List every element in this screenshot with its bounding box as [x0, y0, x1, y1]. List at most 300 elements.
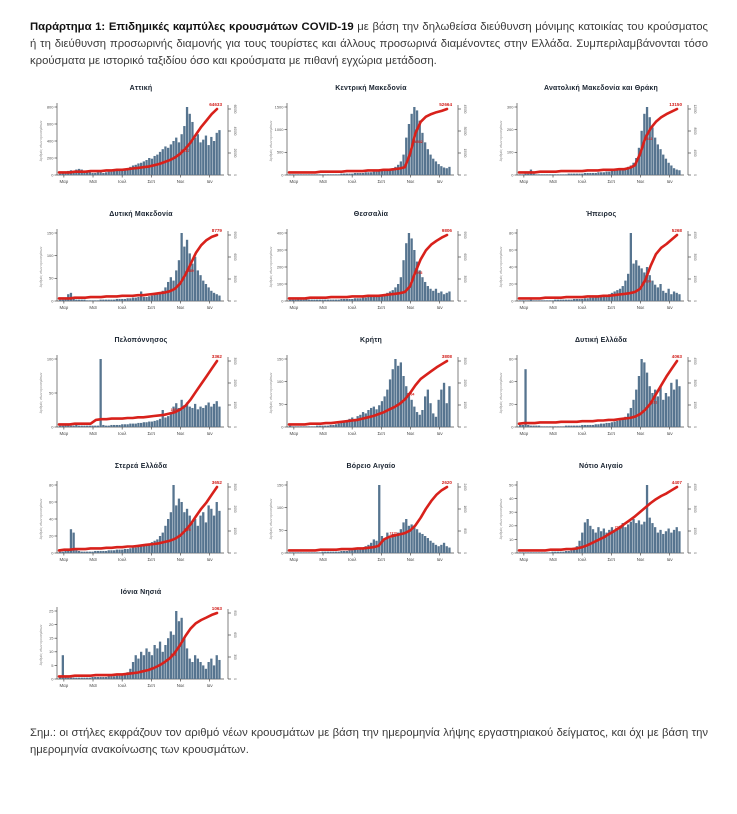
svg-text:8000: 8000	[693, 127, 697, 135]
svg-text:100: 100	[276, 281, 284, 287]
cumulative-mid-label: 32417	[180, 149, 190, 154]
svg-text:Νοε: Νοε	[406, 179, 415, 184]
chart-title: Κρήτη	[359, 337, 383, 344]
svg-text:0: 0	[693, 426, 697, 428]
chart-plot	[35, 598, 247, 698]
cumulative-mid-label: 531	[170, 652, 177, 657]
cumulative-total-label: 3808	[441, 353, 452, 359]
y-axis-title: Αριθμός νέων κρουσμάτων	[39, 498, 43, 540]
svg-text:Νοε: Νοε	[176, 557, 185, 562]
svg-text:Σεπ: Σεπ	[147, 305, 156, 310]
y-axis-title: Αριθμός νέων κρουσμάτων	[269, 120, 273, 162]
x-axis	[517, 553, 684, 562]
chart-plot	[265, 220, 477, 320]
chart-peloponnisos	[26, 336, 256, 462]
daily-cases-bars	[519, 107, 681, 175]
svg-text:3000: 3000	[463, 357, 467, 365]
svg-text:600: 600	[46, 121, 54, 127]
epidemic-curve-chart	[35, 346, 247, 446]
svg-text:Μαρ: Μαρ	[59, 305, 69, 310]
svg-text:0: 0	[463, 174, 467, 176]
svg-text:Σεπ: Σεπ	[607, 179, 616, 184]
svg-text:15000: 15000	[463, 148, 467, 158]
chart-title: Ήπειρος	[585, 211, 617, 218]
y-axis-right	[688, 483, 697, 554]
y-axis-right	[228, 105, 237, 177]
svg-text:15: 15	[49, 635, 54, 641]
chart-title: Κεντρική Μακεδονία	[335, 85, 407, 92]
svg-text:Σεπ: Σεπ	[607, 557, 616, 562]
svg-text:Μαϊ: Μαϊ	[319, 557, 327, 562]
svg-text:20: 20	[509, 281, 514, 287]
svg-text:Νοε: Νοε	[176, 431, 185, 436]
chart-plot	[495, 94, 707, 194]
cumulative-mid-label: 4903	[414, 270, 423, 275]
svg-text:500: 500	[276, 149, 284, 155]
svg-text:0: 0	[51, 298, 54, 304]
svg-text:200: 200	[46, 155, 54, 161]
svg-text:Σεπ: Σεπ	[377, 431, 386, 436]
svg-text:Σεπ: Σεπ	[147, 683, 156, 688]
svg-text:Μαρ: Μαρ	[59, 557, 69, 562]
svg-text:Μαϊ: Μαϊ	[319, 305, 327, 310]
svg-text:80: 80	[49, 482, 54, 488]
svg-text:3000: 3000	[233, 483, 237, 491]
svg-text:Ιαν: Ιαν	[206, 179, 213, 184]
svg-text:Νοε: Νοε	[176, 683, 185, 688]
svg-text:100: 100	[46, 356, 54, 362]
svg-text:Ιουλ: Ιουλ	[118, 431, 127, 436]
svg-text:Νοε: Νοε	[636, 179, 645, 184]
svg-text:200: 200	[276, 264, 284, 270]
svg-text:Μαϊ: Μαϊ	[549, 305, 557, 310]
svg-text:Μαρ: Μαρ	[59, 179, 69, 184]
cumulative-mid-label: 4389	[186, 269, 194, 274]
svg-text:Ιουλ: Ιουλ	[348, 557, 357, 562]
epidemic-curve-chart	[265, 220, 477, 320]
svg-text:0: 0	[233, 426, 237, 428]
svg-text:Μαϊ: Μαϊ	[319, 431, 327, 436]
chart-title: Ανατολική Μακεδονία και Θράκη	[543, 85, 659, 92]
cumulative-total-label: 3652	[211, 479, 222, 485]
svg-text:Νοε: Νοε	[406, 557, 415, 562]
svg-text:9000: 9000	[463, 231, 467, 239]
svg-text:Ιαν: Ιαν	[666, 305, 673, 310]
svg-text:Ιουλ: Ιουλ	[348, 305, 357, 310]
svg-text:Ιουλ: Ιουλ	[118, 683, 127, 688]
chart-plot	[495, 220, 707, 320]
svg-text:10: 10	[49, 649, 54, 655]
x-axis	[57, 175, 224, 184]
y-axis-right	[688, 357, 697, 428]
chart-kriti	[256, 336, 486, 462]
epidemic-curve-chart	[35, 94, 247, 194]
svg-text:40000: 40000	[233, 126, 237, 136]
svg-text:150: 150	[46, 230, 54, 236]
svg-text:1600: 1600	[463, 505, 467, 513]
appendix-heading	[30, 19, 708, 70]
svg-text:20: 20	[49, 533, 54, 539]
y-axis-left	[509, 481, 517, 555]
svg-text:20000: 20000	[233, 148, 237, 158]
appendix-heading-bold: Παράρτημα 1: Επιδημικές καμπύλες κρουσμάτων COVID-19	[30, 21, 354, 34]
y-axis-title: Αριθμός νέων κρουσμάτων	[499, 246, 503, 288]
svg-text:3000: 3000	[693, 379, 697, 387]
svg-text:30: 30	[509, 509, 514, 515]
chart-title: Δυτική Ελλάδα	[574, 337, 628, 344]
cumulative-total-label: 9806	[441, 227, 452, 233]
daily-cases-bars	[519, 485, 681, 553]
y-axis-right	[458, 357, 467, 428]
svg-text:400: 400	[276, 230, 284, 236]
epidemic-curve-chart	[35, 598, 247, 698]
svg-text:0: 0	[233, 552, 237, 554]
svg-text:3000: 3000	[693, 505, 697, 513]
y-axis-left	[277, 481, 287, 555]
svg-text:4000: 4000	[693, 149, 697, 157]
svg-text:Ιαν: Ιαν	[666, 431, 673, 436]
chart-plot	[495, 346, 707, 446]
chart-plot	[265, 346, 477, 446]
daily-cases-bars	[289, 485, 451, 553]
svg-text:Μαϊ: Μαϊ	[549, 557, 557, 562]
svg-text:Μαρ: Μαρ	[519, 557, 529, 562]
svg-text:1500: 1500	[693, 401, 697, 409]
y-axis-left	[49, 481, 57, 555]
svg-text:Ιαν: Ιαν	[666, 179, 673, 184]
svg-text:Ιαν: Ιαν	[436, 557, 443, 562]
svg-text:Μαρ: Μαρ	[289, 431, 299, 436]
cumulative-mid-label: 6613	[644, 137, 653, 142]
y-axis-title: Αριθμός νέων κρουσμάτων	[39, 246, 43, 288]
svg-text:Σεπ: Σεπ	[147, 431, 156, 436]
svg-text:0: 0	[281, 424, 284, 430]
svg-text:1000: 1000	[274, 127, 284, 133]
svg-text:1000: 1000	[463, 401, 467, 409]
y-axis-title: Αριθμός νέων κρουσμάτων	[39, 372, 43, 414]
svg-text:0: 0	[693, 552, 697, 554]
cumulative-mid-label: 2203	[614, 525, 623, 530]
charts-grid	[26, 84, 718, 714]
cumulative-mid-label: 1310	[389, 531, 398, 536]
svg-text:Ιαν: Ιαν	[206, 557, 213, 562]
x-axis	[57, 553, 224, 562]
x-axis	[57, 679, 224, 688]
svg-text:1000: 1000	[233, 401, 237, 409]
cumulative-total-label: 64633	[209, 101, 222, 107]
y-axis-left	[47, 355, 57, 429]
daily-cases-bars	[289, 233, 451, 301]
svg-text:Ιουλ: Ιουλ	[118, 179, 127, 184]
svg-text:150: 150	[276, 356, 284, 362]
svg-text:20: 20	[49, 622, 54, 627]
y-axis-left	[47, 103, 57, 177]
svg-text:3000: 3000	[693, 253, 697, 261]
svg-text:100: 100	[276, 505, 284, 511]
svg-text:Νοε: Νοε	[406, 431, 415, 436]
svg-text:6000: 6000	[463, 253, 467, 261]
svg-text:50: 50	[49, 275, 54, 281]
svg-text:Μαϊ: Μαϊ	[549, 431, 557, 436]
chart-title: Δυτική Μακεδονία	[109, 211, 173, 218]
svg-text:2000: 2000	[233, 379, 237, 387]
svg-text:Μαϊ: Μαϊ	[89, 557, 97, 562]
daily-cases-bars	[519, 233, 681, 301]
svg-text:Σεπ: Σεπ	[377, 179, 386, 184]
appendix-heading-text: με βάση την δηλωθείσα διεύθυνση μόνιμης κατοικίας του κρούσματος ή τη διεύθυνση προσωρινής διαμονής για τους τουρίστες και άλλους προσωρινά διαμένοντες στην Ελλάδα. Συμπεριλαμβάνονται τόσο κρούσματα με ιστορικό ταξιδίου όσο και κρούσματα με πιθανή εγχώρια μετάδοση.	[30, 21, 708, 68]
svg-text:3000: 3000	[233, 357, 237, 365]
y-axis-right	[228, 357, 237, 428]
cumulative-total-label: 4063	[671, 353, 682, 359]
svg-text:Μαϊ: Μαϊ	[89, 431, 97, 436]
x-axis	[287, 427, 454, 436]
svg-text:50: 50	[279, 401, 284, 407]
svg-text:30000: 30000	[463, 126, 467, 136]
svg-text:0: 0	[51, 676, 54, 682]
chart-plot	[35, 346, 247, 446]
epidemic-curve-chart	[495, 220, 707, 320]
cumulative-mid-label: 2634	[643, 279, 651, 284]
chart-kentriki-makedonia	[256, 84, 486, 210]
chart-title: Στερεά Ελλάδα	[114, 463, 168, 470]
y-axis-left	[49, 607, 57, 681]
daily-cases-bars	[59, 485, 221, 553]
svg-text:Μαρ: Μαρ	[519, 431, 529, 436]
chart-anatoliki-makedonia-thraki	[486, 84, 716, 210]
svg-text:Σεπ: Σεπ	[607, 305, 616, 310]
svg-text:0: 0	[51, 550, 54, 556]
svg-text:600: 600	[233, 632, 237, 638]
y-axis-left	[277, 355, 287, 429]
svg-text:4500: 4500	[693, 231, 697, 239]
y-axis-left	[509, 355, 517, 429]
chart-title: Βόρειο Αιγαίο	[346, 463, 396, 470]
svg-text:Μαϊ: Μαϊ	[89, 179, 97, 184]
svg-text:Μαϊ: Μαϊ	[89, 683, 97, 688]
svg-text:60: 60	[509, 247, 514, 253]
y-axis-right	[228, 231, 237, 302]
epidemic-curve-chart	[35, 472, 247, 572]
svg-text:10: 10	[509, 536, 514, 542]
svg-text:Νοε: Νοε	[636, 305, 645, 310]
y-axis-right	[458, 231, 467, 302]
svg-text:Ιαν: Ιαν	[436, 179, 443, 184]
daily-cases-bars	[59, 611, 221, 679]
svg-text:Σεπ: Σεπ	[147, 557, 156, 562]
svg-text:Σεπ: Σεπ	[377, 305, 386, 310]
svg-text:20: 20	[509, 523, 514, 529]
svg-text:0: 0	[51, 172, 54, 178]
svg-text:0: 0	[511, 172, 514, 178]
svg-text:Νοε: Νοε	[176, 179, 185, 184]
svg-text:60: 60	[509, 356, 514, 362]
svg-text:0: 0	[511, 424, 514, 430]
svg-text:300: 300	[506, 104, 514, 110]
chart-title: Πελοπόννησος	[114, 337, 168, 344]
svg-text:Μαρ: Μαρ	[289, 179, 299, 184]
svg-text:Ιαν: Ιαν	[206, 683, 213, 688]
cumulative-total-label: 13150	[669, 101, 682, 107]
epidemic-curve-chart	[35, 220, 247, 320]
svg-text:200: 200	[506, 127, 514, 133]
x-axis	[517, 175, 684, 184]
daily-cases-bars	[59, 107, 221, 175]
svg-text:2400: 2400	[463, 483, 467, 491]
svg-text:0: 0	[51, 424, 54, 430]
svg-text:0: 0	[463, 300, 467, 302]
svg-text:Ιουλ: Ιουλ	[578, 305, 587, 310]
svg-text:2000: 2000	[233, 505, 237, 513]
svg-text:Ιαν: Ιαν	[436, 431, 443, 436]
cumulative-mid-label: 2031	[649, 400, 658, 405]
x-axis	[57, 427, 224, 436]
y-axis-title: Αριθμός νέων κρουσμάτων	[269, 498, 273, 540]
chart-sterea-ellada	[26, 462, 256, 588]
daily-cases-bars	[59, 233, 221, 301]
cumulative-total-label: 4407	[671, 479, 682, 485]
chart-plot	[265, 472, 477, 572]
svg-text:100: 100	[46, 253, 54, 259]
svg-text:4500: 4500	[693, 483, 697, 491]
svg-text:50: 50	[49, 390, 54, 396]
svg-text:900: 900	[233, 610, 237, 616]
y-axis-title: Αριθμός νέων κρουσμάτων	[39, 624, 43, 666]
x-axis	[287, 301, 454, 310]
chart-voreio-aigaio	[256, 462, 486, 588]
svg-text:1500: 1500	[693, 275, 697, 283]
y-axis-left	[47, 229, 57, 303]
chart-dytiki-makedonia	[26, 210, 256, 336]
x-axis	[287, 553, 454, 562]
cumulative-mid-label: 1826	[183, 528, 191, 533]
svg-text:Νοε: Νοε	[176, 305, 185, 310]
svg-text:40: 40	[49, 516, 54, 522]
svg-text:0: 0	[233, 300, 237, 302]
svg-text:3000: 3000	[233, 275, 237, 283]
chart-thessalia	[256, 210, 486, 336]
svg-text:100: 100	[276, 379, 284, 385]
cumulative-mid-label: 1904	[406, 392, 415, 397]
svg-text:60000: 60000	[233, 104, 237, 114]
svg-text:Ιουλ: Ιουλ	[578, 179, 587, 184]
svg-text:Ιουλ: Ιουλ	[118, 557, 127, 562]
svg-text:Ιουλ: Ιουλ	[578, 431, 587, 436]
chart-title: Ιόνια Νησιά	[120, 589, 162, 596]
svg-text:0: 0	[463, 552, 467, 554]
svg-text:2000: 2000	[463, 379, 467, 387]
y-axis-left	[275, 103, 287, 177]
svg-text:Μαρ: Μαρ	[59, 431, 69, 436]
svg-text:Ιουλ: Ιουλ	[118, 305, 127, 310]
cumulative-total-label: 2620	[441, 479, 452, 485]
svg-text:4500: 4500	[693, 357, 697, 365]
svg-text:Μαρ: Μαρ	[59, 683, 69, 688]
cumulative-total-label: 52664	[439, 101, 452, 107]
chart-attiki	[26, 84, 256, 210]
footnote: Σημ.: οι στήλες εκφράζουν τον αριθμό νέων κρουσμάτων με βάση την ημερομηνία λήψης εργαστηριακού δείγματος, και όχι με βάση την ημερομηνία ανακοίνωσης των κρουσμάτων.	[30, 727, 708, 757]
svg-text:Μαϊ: Μαϊ	[549, 179, 557, 184]
svg-text:Νοε: Νοε	[636, 557, 645, 562]
epidemic-curve-chart	[265, 472, 477, 572]
chart-title: Θεσσαλία	[353, 211, 389, 218]
epidemic-curve-chart	[495, 472, 707, 572]
svg-text:0: 0	[233, 174, 237, 176]
epidemic-curve-chart	[495, 346, 707, 446]
y-axis-right	[688, 105, 697, 177]
epidemic-curve-chart	[495, 94, 707, 194]
svg-text:1000: 1000	[233, 527, 237, 535]
cumulative-mid-label: 1681	[170, 408, 179, 412]
y-axis-title: Αριθμός νέων κρουσμάτων	[499, 372, 503, 414]
svg-text:Μαϊ: Μαϊ	[319, 179, 327, 184]
epidemic-curve-chart	[265, 94, 477, 194]
svg-text:Σεπ: Σεπ	[147, 179, 156, 184]
svg-text:400: 400	[46, 138, 54, 144]
svg-text:300: 300	[276, 247, 284, 253]
svg-text:0: 0	[281, 172, 284, 178]
chart-notio-aigaio	[486, 462, 716, 588]
svg-text:Ιουλ: Ιουλ	[578, 557, 587, 562]
svg-text:Ιαν: Ιαν	[206, 431, 213, 436]
y-axis-title: Αριθμός νέων κρουσμάτων	[499, 120, 503, 162]
svg-text:100: 100	[506, 149, 514, 155]
svg-text:Μαϊ: Μαϊ	[89, 305, 97, 310]
chart-title: Νότιο Αιγαίο	[579, 463, 623, 470]
epidemic-curve-chart	[265, 346, 477, 446]
x-axis	[287, 175, 454, 184]
y-axis-left	[509, 229, 517, 303]
svg-text:80: 80	[509, 230, 514, 236]
chart-dytiki-ellada	[486, 336, 716, 462]
svg-text:0: 0	[463, 426, 467, 428]
svg-text:45000: 45000	[463, 104, 467, 114]
svg-text:12000: 12000	[693, 104, 697, 114]
chart-plot	[265, 94, 477, 194]
y-axis-title: Αριθμός νέων κρουσμάτων	[269, 246, 273, 288]
y-axis-title: Αριθμός νέων κρουσμάτων	[269, 372, 273, 414]
svg-text:Νοε: Νοε	[406, 305, 415, 310]
cumulative-total-label: 3362	[211, 353, 222, 359]
svg-text:1500: 1500	[693, 527, 697, 535]
svg-text:25: 25	[49, 608, 54, 614]
svg-text:Μαρ: Μαρ	[289, 557, 299, 562]
svg-text:40: 40	[509, 379, 514, 385]
svg-text:Ιαν: Ιαν	[206, 305, 213, 310]
svg-text:Μαρ: Μαρ	[519, 305, 529, 310]
svg-text:50: 50	[279, 527, 284, 533]
y-axis-title: Αριθμός νέων κρουσμάτων	[499, 498, 503, 540]
chart-plot	[35, 94, 247, 194]
svg-text:0: 0	[693, 300, 697, 302]
svg-text:800: 800	[46, 104, 54, 110]
svg-text:Ιαν: Ιαν	[666, 557, 673, 562]
y-axis-right	[688, 231, 697, 302]
svg-text:Νοε: Νοε	[636, 431, 645, 436]
svg-text:6000: 6000	[233, 253, 237, 261]
svg-text:1500: 1500	[274, 104, 284, 110]
svg-text:Ιουλ: Ιουλ	[348, 431, 357, 436]
svg-text:Ιαν: Ιαν	[436, 305, 443, 310]
svg-text:40: 40	[509, 496, 514, 501]
y-axis-right	[458, 483, 467, 554]
x-axis	[517, 427, 684, 436]
svg-text:Μαρ: Μαρ	[519, 179, 529, 184]
svg-text:150: 150	[276, 482, 284, 488]
chart-ipeiros	[486, 210, 716, 336]
chart-plot	[35, 472, 247, 572]
svg-text:5: 5	[51, 662, 54, 668]
svg-text:800: 800	[463, 528, 467, 534]
